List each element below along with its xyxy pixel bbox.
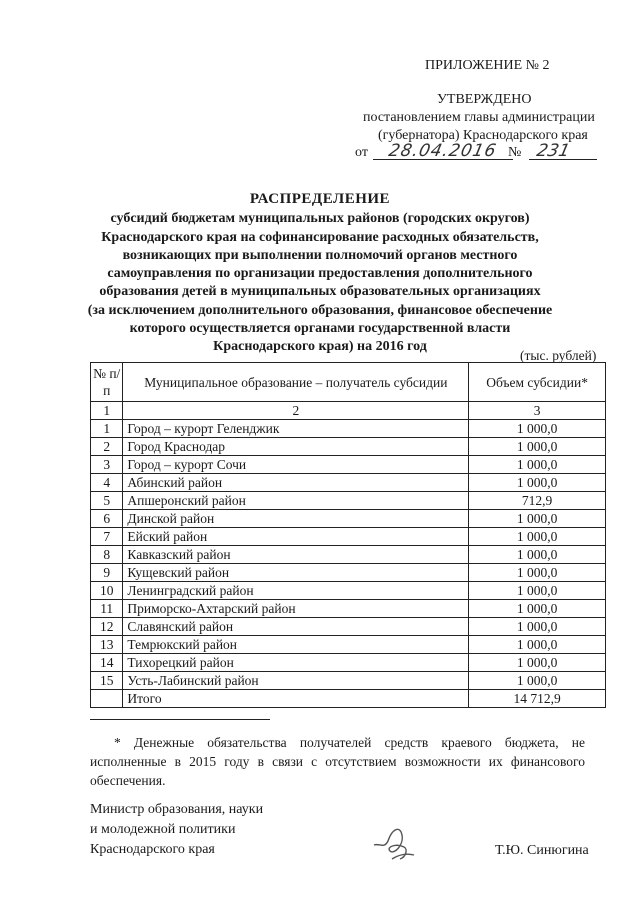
table-row — [91, 600, 606, 618]
table-row — [91, 654, 606, 672]
title-line: возникающих при выполнении полномочий органов местного — [122, 247, 518, 263]
total-label: Итого — [123, 690, 469, 708]
subsidy-table — [90, 362, 606, 708]
row-municipality: Кавказский район — [123, 546, 469, 564]
total-row — [91, 690, 606, 708]
row-num: 9 — [91, 564, 123, 582]
row-num: 7 — [91, 528, 123, 546]
row-amount: 1 000,0 — [469, 510, 606, 528]
title-line: Краснодарского края на софинансирование расходных обязательств, — [101, 229, 539, 245]
row-amount: 1 000,0 — [469, 546, 606, 564]
row-municipality: Абинский район — [123, 474, 469, 492]
handwritten-date: 28.04.2016 — [386, 141, 499, 161]
row-amount: 1 000,0 — [469, 564, 606, 582]
row-amount: 1 000,0 — [469, 600, 606, 618]
table-header-row — [91, 363, 606, 402]
row-num: 6 — [91, 510, 123, 528]
approved-stamp: УТВЕРЖДЕНО — [437, 92, 532, 107]
title-line: Краснодарского края) на 2016 год — [213, 339, 427, 355]
table-row — [91, 528, 606, 546]
row-amount: 1 000,0 — [469, 672, 606, 690]
total-num-empty — [91, 690, 123, 708]
handwritten-number: 231 — [534, 141, 572, 161]
approved-by-line-1: постановлением главы администрации — [363, 110, 595, 125]
table-row — [91, 564, 606, 582]
footnote-divider — [90, 719, 270, 720]
position-line: и молодежной политики — [90, 822, 236, 837]
table-row — [91, 510, 606, 528]
header-municipality: Муниципальное образование – получатель субсидии — [123, 363, 469, 402]
total-amount: 14 712,9 — [469, 690, 606, 708]
row-municipality: Приморско-Ахтарский район — [123, 600, 469, 618]
approved-by-line-2: (губернатора) Краснодарского края — [378, 128, 588, 143]
resolution-date-number — [355, 141, 600, 163]
row-municipality: Город Краснодар — [123, 438, 469, 456]
title-line: образования детей в муниципальных образовательных организациях — [99, 284, 541, 300]
row-municipality: Город – курорт Сочи — [123, 456, 469, 474]
table-row — [91, 474, 606, 492]
row-municipality: Темрюкский район — [123, 636, 469, 654]
index-cell: 2 — [123, 402, 469, 420]
table-row — [91, 618, 606, 636]
row-municipality: Кущевский район — [123, 564, 469, 582]
signatory-position — [90, 800, 263, 860]
units-label: (тыс. рублей) — [520, 348, 597, 363]
row-municipality: Славянский район — [123, 618, 469, 636]
row-num: 10 — [91, 582, 123, 600]
row-num: 12 — [91, 618, 123, 636]
row-municipality: Динской район — [123, 510, 469, 528]
document-title — [80, 190, 560, 357]
table-row — [91, 420, 606, 438]
title-line: субсидий бюджетам муниципальных районов (городских округов) — [110, 211, 530, 227]
table-row — [91, 492, 606, 510]
row-num: 15 — [91, 672, 123, 690]
date-prefix: от — [355, 145, 368, 160]
row-amount: 1 000,0 — [469, 474, 606, 492]
row-num: 13 — [91, 636, 123, 654]
index-cell: 3 — [469, 402, 606, 420]
row-num: 4 — [91, 474, 123, 492]
row-amount: 1 000,0 — [469, 438, 606, 456]
index-cell: 1 — [91, 402, 123, 420]
row-amount: 1 000,0 — [469, 456, 606, 474]
row-num: 3 — [91, 456, 123, 474]
table-row — [91, 438, 606, 456]
signer-name: Т.Ю. Синюгина — [495, 843, 589, 858]
table-row — [91, 636, 606, 654]
number-label: № — [508, 145, 522, 160]
row-municipality: Усть-Лабинский район — [123, 672, 469, 690]
title-main: РАСПРЕДЕЛЕНИЕ — [249, 191, 391, 207]
row-amount: 1 000,0 — [469, 654, 606, 672]
row-amount: 1 000,0 — [469, 420, 606, 438]
table-row — [91, 456, 606, 474]
row-num: 1 — [91, 420, 123, 438]
table-row — [91, 546, 606, 564]
header-subsidy-amount: Объем субсидии* — [469, 363, 606, 402]
row-num: 2 — [91, 438, 123, 456]
row-municipality: Ленинградский район — [123, 582, 469, 600]
row-amount: 1 000,0 — [469, 618, 606, 636]
row-amount: 1 000,0 — [469, 582, 606, 600]
position-line: Министр образования, науки — [90, 802, 264, 817]
row-amount: 712,9 — [469, 492, 606, 510]
appendix-number: ПРИЛОЖЕНИЕ № 2 — [425, 58, 550, 73]
row-municipality: Тихорецкий район — [123, 654, 469, 672]
title-line: (за исключением дополнительного образования, финансовое обеспечение — [87, 302, 553, 318]
title-line: которого осуществляется органами государственной власти — [129, 321, 511, 337]
row-municipality: Город – курорт Геленджик — [123, 420, 469, 438]
column-index-row — [91, 402, 606, 420]
title-line: самоуправления по организации предоставления дополнительного — [107, 266, 533, 282]
row-num: 11 — [91, 600, 123, 618]
header-num: № п/п — [91, 363, 123, 402]
row-amount: 1 000,0 — [469, 636, 606, 654]
position-line: Краснодарского края — [90, 842, 215, 857]
table-row — [91, 672, 606, 690]
footnote: * Денежные обязательства получателей средств краевого бюджета, не исполненные в 2015 году в связи с отсутствием возможности их финансового обеспечения. — [90, 735, 585, 788]
table-row — [91, 582, 606, 600]
row-num: 14 — [91, 654, 123, 672]
row-num: 8 — [91, 546, 123, 564]
row-num: 5 — [91, 492, 123, 510]
row-municipality: Ейский район — [123, 528, 469, 546]
row-amount: 1 000,0 — [469, 528, 606, 546]
row-municipality: Апшеронский район — [123, 492, 469, 510]
handwritten-signature — [370, 815, 420, 870]
